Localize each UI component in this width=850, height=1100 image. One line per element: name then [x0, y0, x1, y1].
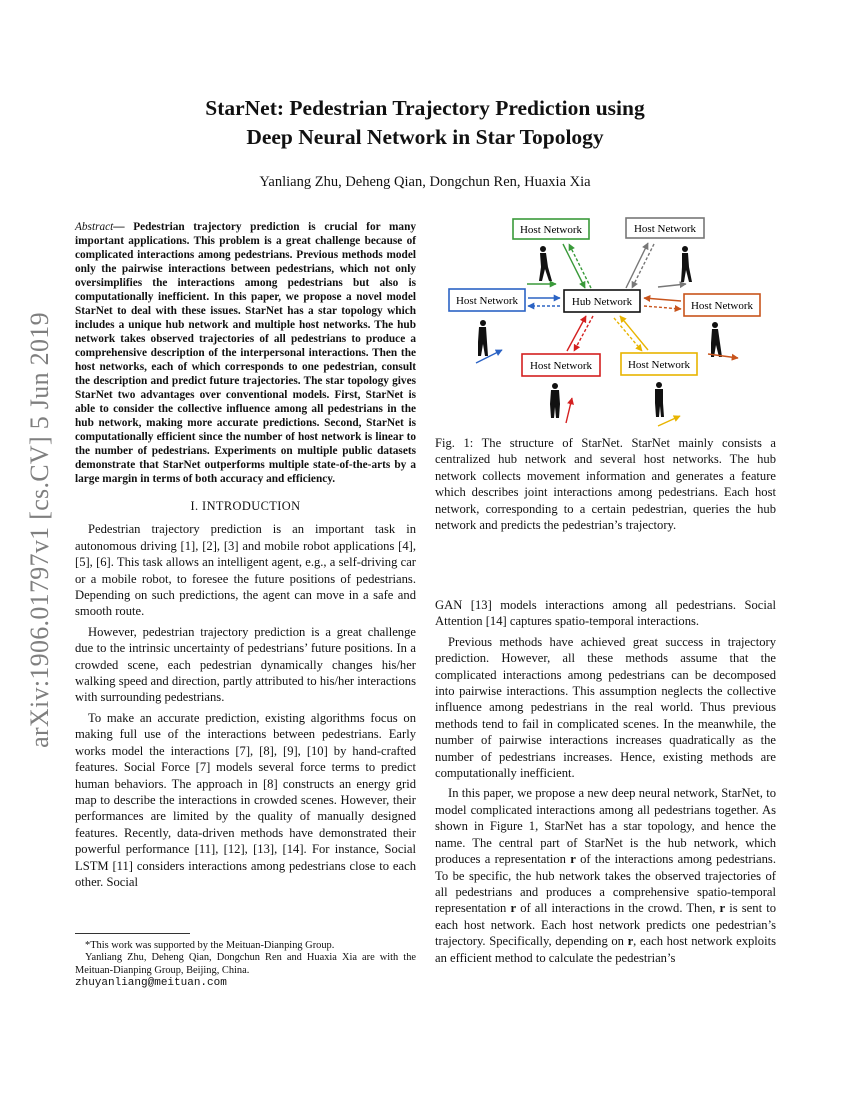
- footnote-funding: *This work was supported by the Meituan-Dianping Group.: [85, 940, 335, 951]
- host-network-node-blue: [449, 289, 525, 311]
- abstract-text: Pedestrian trajectory prediction is crucial for many important applications. This problem is a great challenge because of complicated interactions among pedestrians. Previous methods model only the pairwise interactions between pedestrians, which not only oversimplifies the interactions among pedestrians but also is computationally inefficient. In this paper, we propose a novel model StarNet to deal with these issues. StarNet has a star topology which includes a unique hub network and multiple host networks. The hub network takes observed trajectories of all pedestrians to produce a comprehensive description of the interpersonal interactions. Then the host networks, each of which corresponds to one pedestrian, consult the description and predict future trajectories. The star topology gives StarNet two advantages over conventional models. First, StarNet is able to consider the collective influence among all pedestrians in the hub network, making more accurate predictions. Second, StarNet is computationally efficient since the number of host network is linear to the number of pedestrians. Experiments on multiple public datasets demonstrate that StarNet outperforms multiple state-of-the-arts by a large margin in terms of both accuracy and efficiency.: [75, 221, 417, 485]
- abstract-label: Abstract: [75, 221, 114, 233]
- arxiv-id-text: arXiv:1906.01797v1 [cs.CV] 5 Jun 2019: [25, 312, 54, 748]
- paper-title: [100, 94, 750, 152]
- hub-network-label: Hub Network: [571, 296, 633, 308]
- figure-caption: Fig. 1: The structure of StarNet. StarNet mainly consists a centralized hub network and several host networks. The hub network collects movement information and generates a feature which describes joint interactions among pedestrians. Each host network, corresponding to a certain pedestrian, queries the hub network and predicts the pedestrian’s trajectory.: [435, 436, 776, 533]
- motion-arrow-gray: [658, 284, 686, 287]
- vector-r-2: r: [510, 901, 517, 916]
- pedestrian-gray-icon: [681, 246, 692, 282]
- host-network-label-blue: Host Network: [455, 295, 519, 307]
- p3-text-c: of all interactions in the crowd. Then,: [516, 901, 720, 916]
- right-paragraph-3: [435, 785, 776, 965]
- intro-paragraph-1: Pedestrian trajectory prediction is an important task in autonomous driving [1], [2], [3] and mobile robot applications [4], [5], [6]. This task allows an intelligent agent, e.g., a self-driving car or a mobile robot, to foresee the future positions of pedestrians. Depending on such predictions, the agent can move in a safe and smooth route.: [75, 522, 416, 619]
- right-paragraph-1: GAN [13] models interactions among all pedestrians. Social Attention [14] captures spatio-temporal interactions.: [435, 598, 776, 629]
- vector-r-3: r: [719, 901, 726, 916]
- title-line-2: Deep Neural Network in Star Topology: [246, 125, 604, 149]
- left-column: [75, 220, 416, 894]
- pedestrian-gold-icon: [655, 382, 664, 417]
- right-paragraph-2: Previous methods have achieved great success in trajectory prediction. However, all these methods assume that the complicated interactions among pedestrians can be decomposed into pairwise interactions. This assumption neglects the collective influence among pedestrians in the real world. Thus previous methods tend to fail in complicated scenes. In the meanwhile, the number of pairwise interactions increases quadratically as the number of pedestrians increases. Hence, existing methods are computationally inefficient.: [435, 634, 776, 781]
- host-network-label-brown: Host Network: [690, 300, 754, 312]
- host-network-label-red: Host Network: [529, 360, 593, 372]
- footnotes: [75, 933, 416, 990]
- link-green-dashed: [569, 244, 591, 288]
- p3-text-e: , each host network exploits an efficient method to calculate the pedestrian’s: [435, 934, 776, 965]
- footnote-email: zhuyanliang@meituan.com: [75, 977, 227, 990]
- pedestrian-brown-icon: [711, 322, 722, 357]
- pedestrian-red-icon: [550, 383, 560, 418]
- intro-paragraph-3: To make an accurate prediction, existing algorithms focus on making full use of the interactions between pedestrians. Early works model the interactions [7], [8], [9], [10] by hand-crafted features. Social Force [7] models several force terms to predict human behaviors. The approach in [8] constructs an energy grid map to describe the interactions in crowded scenes. However, their performances are limited by the quality of manually designed features. Recently, data-driven methods have demonstrated their powerful performance [11], [12], [13], [14]. For instance, Social LSTM [11] considers interactions among pedestrians close to each other. Social: [75, 710, 416, 889]
- motion-arrow-red: [566, 398, 572, 423]
- link-gold-solid: [620, 316, 648, 350]
- intro-paragraph-2: However, pedestrian trajectory prediction is a great challenge due to the intrinsic uncertainty of pedestrians’ future positions. In a crowded scene, each pedestrian dynamically changes his/her walking speed and direction, partly attributed to his/her interactions with surrounding pedestrians.: [75, 624, 416, 705]
- title-line-1: StarNet: Pedestrian Trajectory Prediction using: [205, 96, 645, 120]
- arxiv-watermark: [20, 290, 60, 770]
- link-brown-dashed: [644, 306, 681, 309]
- footnote-rule: [75, 933, 190, 934]
- p3-text-a: In this paper, we propose a new deep neural network, StarNet, to model complicated interactions among all pedestrians together. As shown in Figure 1, StarNet has a star topology, and hence the name. The central part of StarNet is the hub network, which produces a representation: [435, 786, 776, 867]
- section-heading-introduction: I. INTRODUCTION: [190, 499, 301, 513]
- link-gray-dashed: [632, 244, 654, 288]
- pedestrian-green-icon: [539, 246, 552, 281]
- footnote-affiliation: Yanliang Zhu, Deheng Qian, Dongchun Ren and Huaxia Xia are with the Meituan-Dianping Group, Beijing, China.: [75, 952, 416, 976]
- pedestrian-blue-icon: [478, 320, 488, 356]
- right-column-text: [435, 597, 776, 970]
- abstract: [75, 220, 416, 486]
- author-list: Yanliang Zhu, Deheng Qian, Dongchun Ren, Huaxia Xia: [259, 174, 591, 190]
- hub-network-node: [564, 290, 640, 312]
- starnet-structure-figure: [440, 210, 780, 430]
- abstract-dash: —: [113, 221, 134, 233]
- host-network-label-gold: Host Network: [627, 359, 691, 371]
- host-network-node-brown: [684, 294, 760, 316]
- host-network-node-gray: [626, 218, 704, 238]
- host-network-node-gold: [621, 353, 697, 375]
- pedestrian-icons: [478, 246, 722, 418]
- host-network-node-green: [513, 219, 589, 239]
- host-network-label-gray: Host Network: [633, 223, 697, 235]
- link-brown-solid: [644, 298, 681, 301]
- link-gold-dashed: [614, 318, 642, 351]
- motion-arrow-gold: [658, 416, 680, 426]
- p3-text-b: of the interactions among pedestrians. To be specific, the hub network takes the observed trajectories of all pedestrians and produces a comprehensive spatio-temporal representation: [435, 852, 776, 916]
- link-gray-solid: [626, 243, 648, 288]
- host-network-label-green: Host Network: [519, 224, 583, 236]
- vector-r-1: r: [570, 852, 576, 867]
- link-green-solid: [563, 244, 585, 288]
- vector-r-4: r: [627, 934, 634, 949]
- p3-text-d: is sent to each host network. Each host network predicts one pedestrian’s trajectory. Specifically, depending on: [435, 901, 776, 949]
- host-network-node-red: [522, 354, 600, 376]
